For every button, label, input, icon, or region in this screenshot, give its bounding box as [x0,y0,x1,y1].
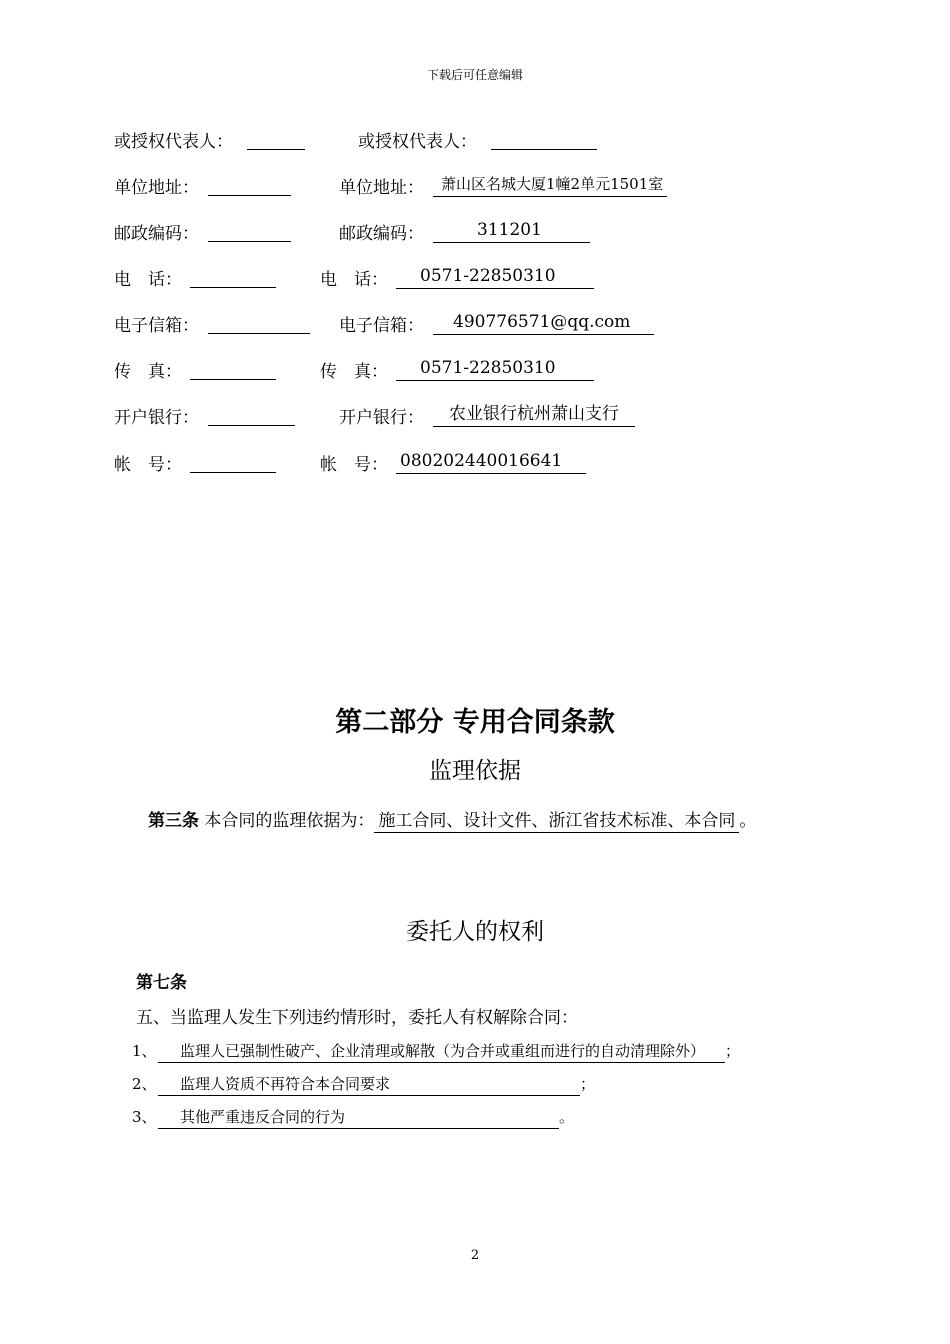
item-number: 1、 [132,1042,157,1060]
section-title-basis: 监理依据 [429,758,521,784]
item-number: 3、 [132,1108,157,1126]
clause-3-text: 本合同的监理依据为： [204,811,375,831]
left-blank-line [190,287,276,288]
contact-row-address [0,173,950,199]
item-end: 。 [559,1108,575,1126]
right-blank-line [491,149,597,150]
right-label: 电子信箱： [339,316,424,336]
item-end: ； [725,1042,741,1060]
page-header: 下载后可任意编辑 [426,68,523,82]
item-text: 监理人已强制性破产、企业清理或解散（为合并或重组而进行的自动清理除外） [158,1040,725,1063]
item-text: 监理人资质不再符合本合同要求 [158,1073,580,1096]
left-blank-line [208,425,295,426]
right-label: 开户银行： [339,408,424,428]
contact-row-email [0,311,950,337]
right-label: 帐 号： [320,455,388,475]
contact-row-fax [0,357,950,383]
left-label: 或授权代表人： [114,132,233,152]
left-label: 电 话： [114,270,182,290]
right-label: 电 话： [320,270,388,290]
right-filled-value: 490776571@qq.com [433,311,654,335]
right-label: 邮政编码： [339,224,424,244]
right-label: 单位地址： [339,178,424,198]
contact-row-postcode [0,219,950,245]
list-item [132,1106,574,1129]
left-blank-line [208,241,291,242]
clause-7-label: 第七条 [136,973,187,993]
right-filled-value: 农业银行杭州萧山支行 [433,403,635,427]
right-label: 传 真： [320,362,388,382]
paragraph-5: 五、当监理人发生下列违约情形时，委托人有权解除合同： [136,1008,578,1028]
left-blank-line [247,149,305,150]
left-blank-line [190,472,276,473]
page-number: 2 [470,1248,480,1263]
clause-3-end: 。 [739,811,757,831]
clause-3 [148,806,756,831]
left-label: 单位地址： [114,178,199,198]
right-filled-value: 萧山区名城大厦1幢2单元1501室 [433,173,667,197]
left-label: 邮政编码： [114,224,199,244]
left-label: 电子信箱： [114,316,199,336]
right-filled-value: 0571-22850310 [396,357,594,381]
left-label: 开户银行： [114,408,199,428]
list-item [132,1040,740,1063]
clause-3-value: 施工合同、设计文件、浙江省技术标准、本合同 [374,811,739,833]
right-label: 或授权代表人： [358,132,477,152]
right-filled-value: 080202440016641 [396,450,586,474]
contact-row-phone [0,265,950,291]
part-title: 第二部分 专用合同条款 [335,707,615,738]
contact-row-representative [0,127,950,153]
contact-row-account [0,450,950,476]
clause-3-label: 第三条 [148,811,199,831]
item-text: 其他严重违反合同的行为 [158,1106,559,1129]
left-blank-line [208,195,291,196]
left-label: 帐 号： [114,455,182,475]
right-filled-value: 0571-22850310 [396,265,594,289]
left-blank-line [190,379,276,380]
right-filled-value: 311201 [433,219,590,243]
list-item [132,1073,595,1096]
item-end: ； [580,1075,596,1093]
left-label: 传 真： [114,362,182,382]
contact-row-bank [0,403,950,429]
item-number: 2、 [132,1075,157,1093]
section-title-rights: 委托人的权利 [406,919,544,945]
left-blank-line [208,333,310,334]
